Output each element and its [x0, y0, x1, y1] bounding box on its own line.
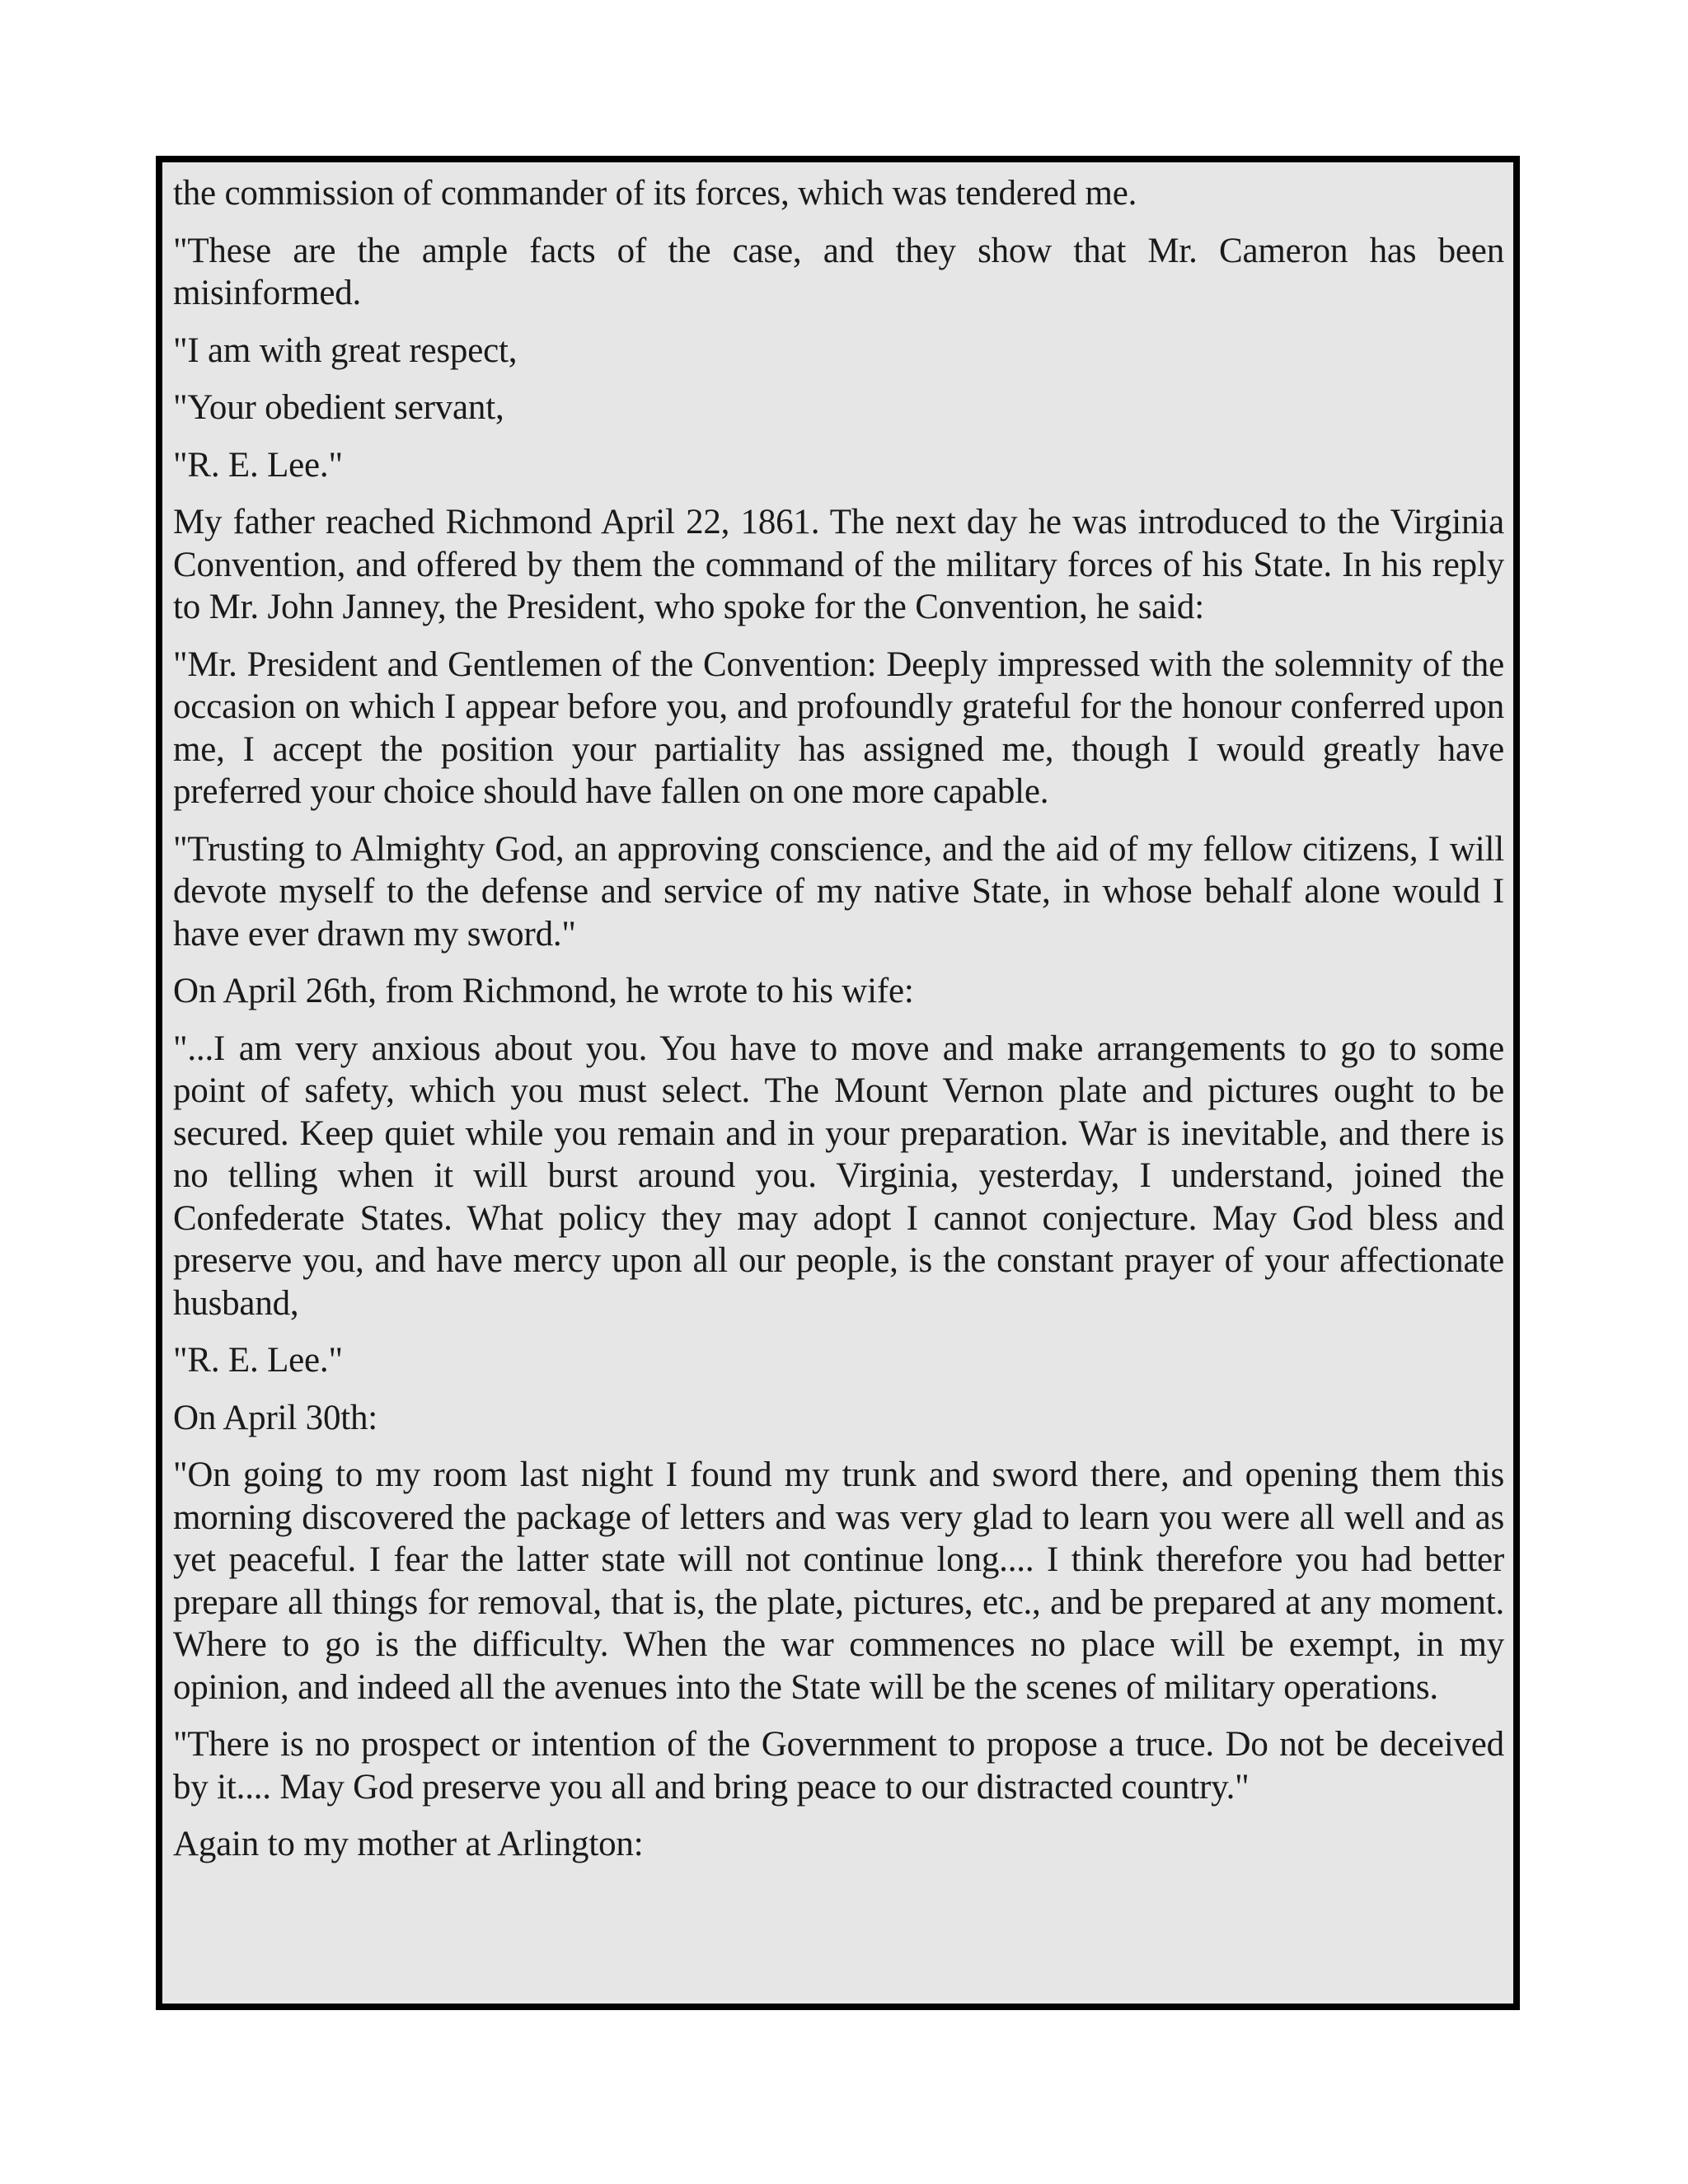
- paragraph-commission: the commission of commander of its forces, which was tendered me.: [173, 174, 1137, 213]
- text-body: [173, 172, 1504, 1881]
- paragraph-trusting-god: "Trusting to Almighty God, an approving conscience, and the aid of my fellow citizens, I will devote myself to the defense and service of my native State, in whose behalf alone would I have ever drawn my sword.": [173, 829, 1504, 954]
- paragraph-letter-anxious: "...I am very anxious about you. You have to move and make arrangements to go to some point of safety, which you must select. The Mount Vernon plate and pictures ought to be secured. Keep quiet while you remain and in your preparation. War is inevitable, and there is no telling when it will burst around you. Virginia, yesterday, I understand, joined the Confederate States. What policy they may adopt I cannot conjecture. May God bless and preserve you, and have mercy upon all our people, is the constant prayer of your affectionate husband,: [173, 1029, 1504, 1323]
- paragraph-reached-richmond: My father reached Richmond April 22, 1861. The next day he was introduced to the Virginia Convention, and offered by them the command of the military forces of his State. In his reply to Mr. John Janney, the President, who spoke for the Convention, he said:: [173, 503, 1504, 626]
- paragraph-april-30: On April 30th:: [173, 1398, 378, 1437]
- paragraph-ample-facts: "These are the ample facts of the case, and they show that Mr. Cameron has been misinformed.: [173, 231, 1504, 312]
- paragraph-letter-trunk: "On going to my room last night I found my trunk and sword there, and opening them this morning discovered the package of letters and was very glad to learn you were all well and as yet peaceful. I fear the latter state will not continue long.... I think therefore you had better prepare all things for removal, that is, the plate, pictures, etc., and be prepared at any moment. Where to go is the difficulty. When the war commences no place will be exempt, in my opinion, and indeed all the avenues into the State will be the scenes of military operations.: [173, 1455, 1504, 1707]
- paragraph-great-respect: "I am with great respect,: [173, 330, 518, 370]
- paragraph-again-to-mother: Again to my mother at Arlington:: [173, 1825, 644, 1863]
- paragraph-obedient-servant: "Your obedient servant,: [173, 388, 504, 427]
- paragraph-april-26: On April 26th, from Richmond, he wrote to his wife:: [173, 972, 914, 1010]
- paragraph-convention-address: "Mr. President and Gentlemen of the Convention: Deeply impressed with the solemnity of the occasion on which I appear before you, and profoundly grateful for the honour conferred upon me, I accept the position your partiality has assigned me, though I would greatly have preferred your choice should have fallen on one more capable.: [173, 644, 1504, 811]
- paragraph-signature-2: "R. E. Lee.": [173, 1341, 343, 1380]
- paragraph-signature: "R. E. Lee.": [173, 445, 343, 485]
- page-frame: [156, 156, 1520, 2010]
- paragraph-no-truce: "There is no prospect or intention of the Government to propose a truce. Do not be deceived by it.... May God preserve you all and bring peace to our distracted country.": [173, 1725, 1504, 1807]
